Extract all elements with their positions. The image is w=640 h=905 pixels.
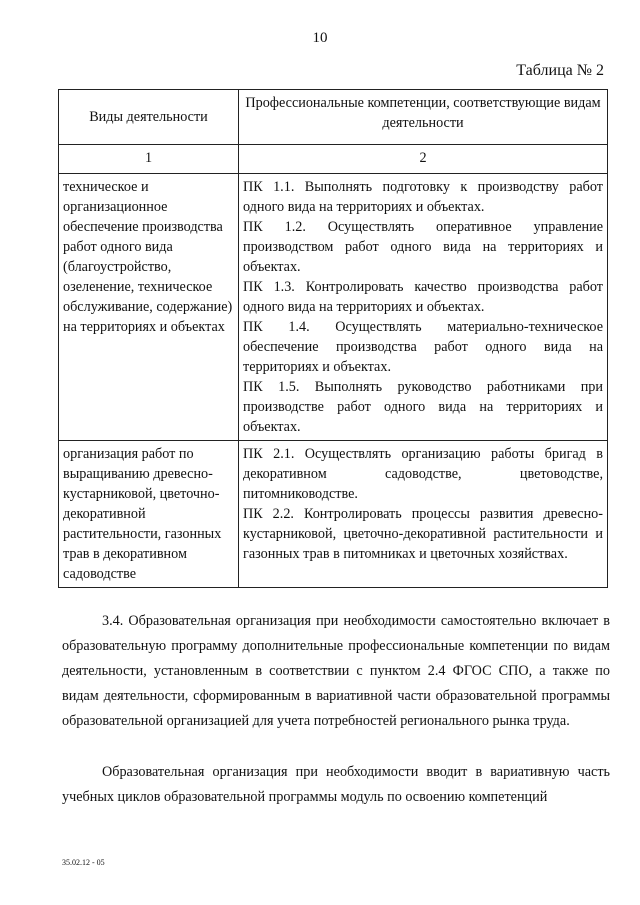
competency-item: ПК 1.3. Контролировать качество производства работ одного вида на территориях и объектах. [243, 279, 603, 315]
page-number: 10 [312, 30, 328, 46]
competency-item: ПК 1.1. Выполнять подготовку к производству работ одного вида на территориях и объектах. [243, 179, 603, 215]
column-number-2: 2 [239, 145, 608, 174]
competency-item: ПК 1.5. Выполнять руководство работниками при производстве работ одного вида на территориях и объектах. [243, 379, 603, 435]
document-code: 35.02.12 - 05 [62, 858, 105, 867]
table-caption: Таблица № 2 [516, 62, 604, 79]
activity-cell: организация работ по выращиванию древесно-кустарниковой, цветочно-декоративной растительности, газонных трав в декоративном садоводстве [59, 441, 239, 588]
body-paragraph: 3.4. Образовательная организация при необходимости самостоятельно включает в образовательную программу дополнительные профессиональные компетенции по видам деятельности, установленным в соответствии с пунктом 2.4 ФГОС СПО, а также по видам деятельности, сформированным в вариативной части образовательной программы образовательной организацией для учета потребностей регионального рынка труда. [62, 613, 610, 729]
competency-item: ПК 1.4. Осуществлять материально-техническое обеспечение производства работ одного вида на территориях и объектах. [243, 319, 603, 375]
competency-item: ПК 2.1. Осуществлять организацию работы бригад в декоративном садоводстве, цветоводстве, питомниководстве. [243, 446, 603, 502]
body-paragraph: Образовательная организация при необходимости вводит в вариативную часть учебных циклов образовательной программы модуль по освоению компетенций [62, 764, 610, 805]
competencies-table [58, 89, 608, 588]
activity-cell: техническое и организационное обеспечение производства работ одного вида (благоустройство, озеленение, техническое обслуживание, содержание) на территориях и объектах [59, 174, 239, 441]
column-number-row [59, 145, 608, 174]
table-header-row [59, 90, 608, 145]
table-row [59, 174, 608, 441]
header-activity-types: Виды деятельности [59, 90, 239, 145]
competencies-cell [239, 441, 608, 588]
competency-item: ПК 1.2. Осуществлять оперативное управление производством работ одного вида на территориях и объектах. [243, 219, 603, 275]
competencies-cell [239, 174, 608, 441]
column-number-1: 1 [59, 145, 239, 174]
competency-item: ПК 2.2. Контролировать процессы развития древесно-кустарниковой, цветочно-декоративной растительности и газонных трав в питомниках и цветочных хозяйствах. [243, 506, 603, 562]
header-competencies: Профессиональные компетенции, соответствующие видам деятельности [239, 90, 608, 145]
table-row [59, 441, 608, 588]
